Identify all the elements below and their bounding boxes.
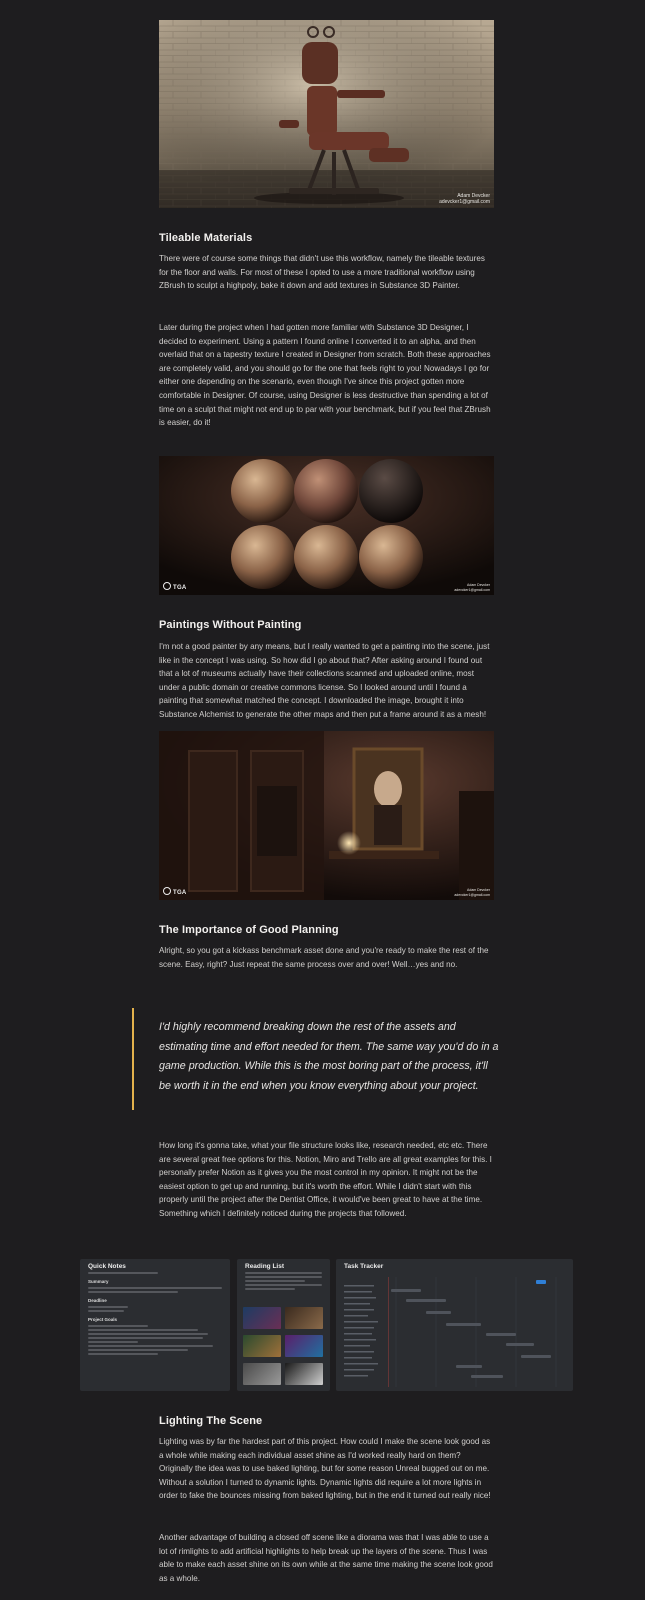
paragraph-lighting-1: Lighting was by far the hardest part of this project. How could I make the scene look good as a whole while making each individual asset shine as I'd worked really hard on them? Originally the idea was to use baked lighting, but for some reason Unreal bugged out on me. Without a solution I turned to dynamic lights. Dynamic lights did require a lot more lights in order to fake the bounces missing from baked lighting, but in the end it turned out really nice! — [159, 1437, 491, 1501]
credit-name: Adam Devcker — [457, 193, 490, 199]
credit-email: adevcker1@gmail.com — [454, 892, 490, 897]
notion-task-tracker — [336, 1259, 573, 1391]
painting-scene-graphic — [159, 731, 494, 900]
section-heading-planning: The Importance of Good Planning — [159, 924, 339, 936]
image-credit — [454, 888, 490, 897]
tga-logo-icon — [163, 582, 171, 590]
task-tracker-title: Task Tracker — [344, 1263, 384, 1270]
text-line — [245, 1288, 295, 1290]
text-line — [88, 1287, 222, 1289]
material-spheres-graphic — [159, 456, 494, 595]
checklist-line — [88, 1325, 148, 1327]
reading-thumbnail[interactable] — [285, 1363, 323, 1385]
pull-quote-text: I'd highly recommend breaking down the rest of the assets and estimating time and effort needed for them. The same way you'd do in a game production. While this is the most boring part of the process, it'll be worth it in the end when you know everything about your project. — [159, 1021, 499, 1092]
text-line — [245, 1272, 322, 1274]
painting-scene-render — [159, 731, 494, 900]
checklist-line — [88, 1329, 198, 1331]
reading-thumbnail[interactable] — [243, 1307, 281, 1329]
material-spheres-render — [159, 456, 494, 595]
text-line — [245, 1284, 322, 1286]
reading-thumbnail[interactable] — [243, 1335, 281, 1357]
pull-quote — [132, 1008, 499, 1110]
credit-email: adevcker1@gmail.com — [454, 587, 490, 592]
checklist-line — [88, 1337, 203, 1339]
credit-name: Adam Devcker — [467, 583, 490, 587]
paragraph-tileable-1: There were of course some things that didn't use this workflow, namely the tileable textures for the floor and walls. For most of these I opted to use a more traditional workflow using ZBrush to sculpt a highpoly, bake it down and add textures in Substance 3D Painter. — [159, 254, 485, 291]
dentist-chair-render — [159, 20, 494, 208]
tga-logo — [163, 887, 187, 896]
paragraph-paintings-1: I'm not a good painter by any means, but I really wanted to get a painting into the scene, just like in the concept I was using. So how did I go about that? After asking around I found out that a lot of museums actually have their collections scanned and uploaded online, most under a public domain or creative commons license. So I looked around until I found a painting that somewhat matched the concept. I downloaded the image, brought it into Substance Alchemist to generate the other maps and then put a frame around it as a mesh! — [159, 642, 490, 719]
goals-heading: Project Goals — [88, 1317, 118, 1322]
notion-reading-list — [237, 1259, 330, 1391]
tga-logo — [163, 582, 187, 591]
checklist-line — [88, 1333, 208, 1335]
reading-thumbnail[interactable] — [285, 1335, 323, 1357]
checklist-line — [88, 1349, 188, 1351]
reading-thumbnail[interactable] — [285, 1307, 323, 1329]
section-heading-paintings: Paintings Without Painting — [159, 619, 302, 631]
paragraph-lighting-2: Another advantage of building a closed off scene like a diorama was that I was able to use a lot of rimlights to add artificial highlights to help break up the layers of the scene. Thus I was able to make each asset shine on its own while at the same time making the scene look good as a whole. — [159, 1533, 493, 1583]
tga-logo-text: TGA — [173, 585, 187, 591]
paragraph-planning-2: How long it's gonna take, what your file structure looks like, research needed, etc etc. There are several great free options for this. Notion, Miro and Trello are all great examples for this. I personally prefer Notion as it gives you the most control in my opinion. It might not be the easiest option to get up and running, but it's worth the effort. While I didn't start with this properly until the project after the Dentist Office, it would've been great to have at the time. Something which I definitely noticed during the projects that followed. — [159, 1141, 492, 1218]
text-line — [245, 1276, 322, 1278]
credit-email: adevcker1@gmail.com — [439, 199, 490, 205]
paragraph-tileable-2: Later during the project when I had gotten more familiar with Substance 3D Designer, I decided to experiment. Using a pattern I found online I converted it to an alpha, and then overlaid that on a tapestry texture I created in Designer from scratch. Both these approaches are completely valid, and you should go for the one that feels right to you! Nowadays I go for either one depending on the scenario, even though I've since this project gotten more comfortable in Designer. Of course, using Designer is less destructive than spending a lot of time on a sculpt that might not end up to par with your benchmark, but if you feel that ZBrush is easier, do it! — [159, 323, 491, 428]
image-credit — [439, 193, 490, 205]
tga-logo-text: TGA — [173, 890, 187, 896]
paragraph-planning-1: Alright, so you got a kickass benchmark asset done and you're ready to make the rest of the scene. Easy, right? Just repeat the same process over and over! Well…yes and no. — [159, 946, 489, 969]
text-line — [88, 1306, 128, 1308]
checklist-line — [88, 1353, 158, 1355]
task-timeline — [336, 1277, 573, 1389]
quick-notes-title: Quick Notes — [88, 1263, 126, 1270]
checklist-line — [88, 1341, 138, 1343]
reading-list-title: Reading List — [245, 1263, 285, 1270]
credit-name: Adam Devcker — [467, 888, 490, 892]
checklist-line — [88, 1345, 213, 1347]
section-heading-lighting: Lighting The Scene — [159, 1415, 263, 1427]
section-heading-tileable: Tileable Materials — [159, 232, 253, 244]
summary-heading: Summary — [88, 1279, 109, 1284]
tga-logo-icon — [163, 887, 171, 895]
chair-scene-graphic — [159, 20, 494, 208]
notion-quick-notes — [80, 1259, 230, 1391]
deadline-heading: Deadline — [88, 1298, 107, 1303]
text-line — [245, 1280, 305, 1282]
reading-thumbnail[interactable] — [243, 1363, 281, 1385]
image-credit — [454, 583, 490, 592]
